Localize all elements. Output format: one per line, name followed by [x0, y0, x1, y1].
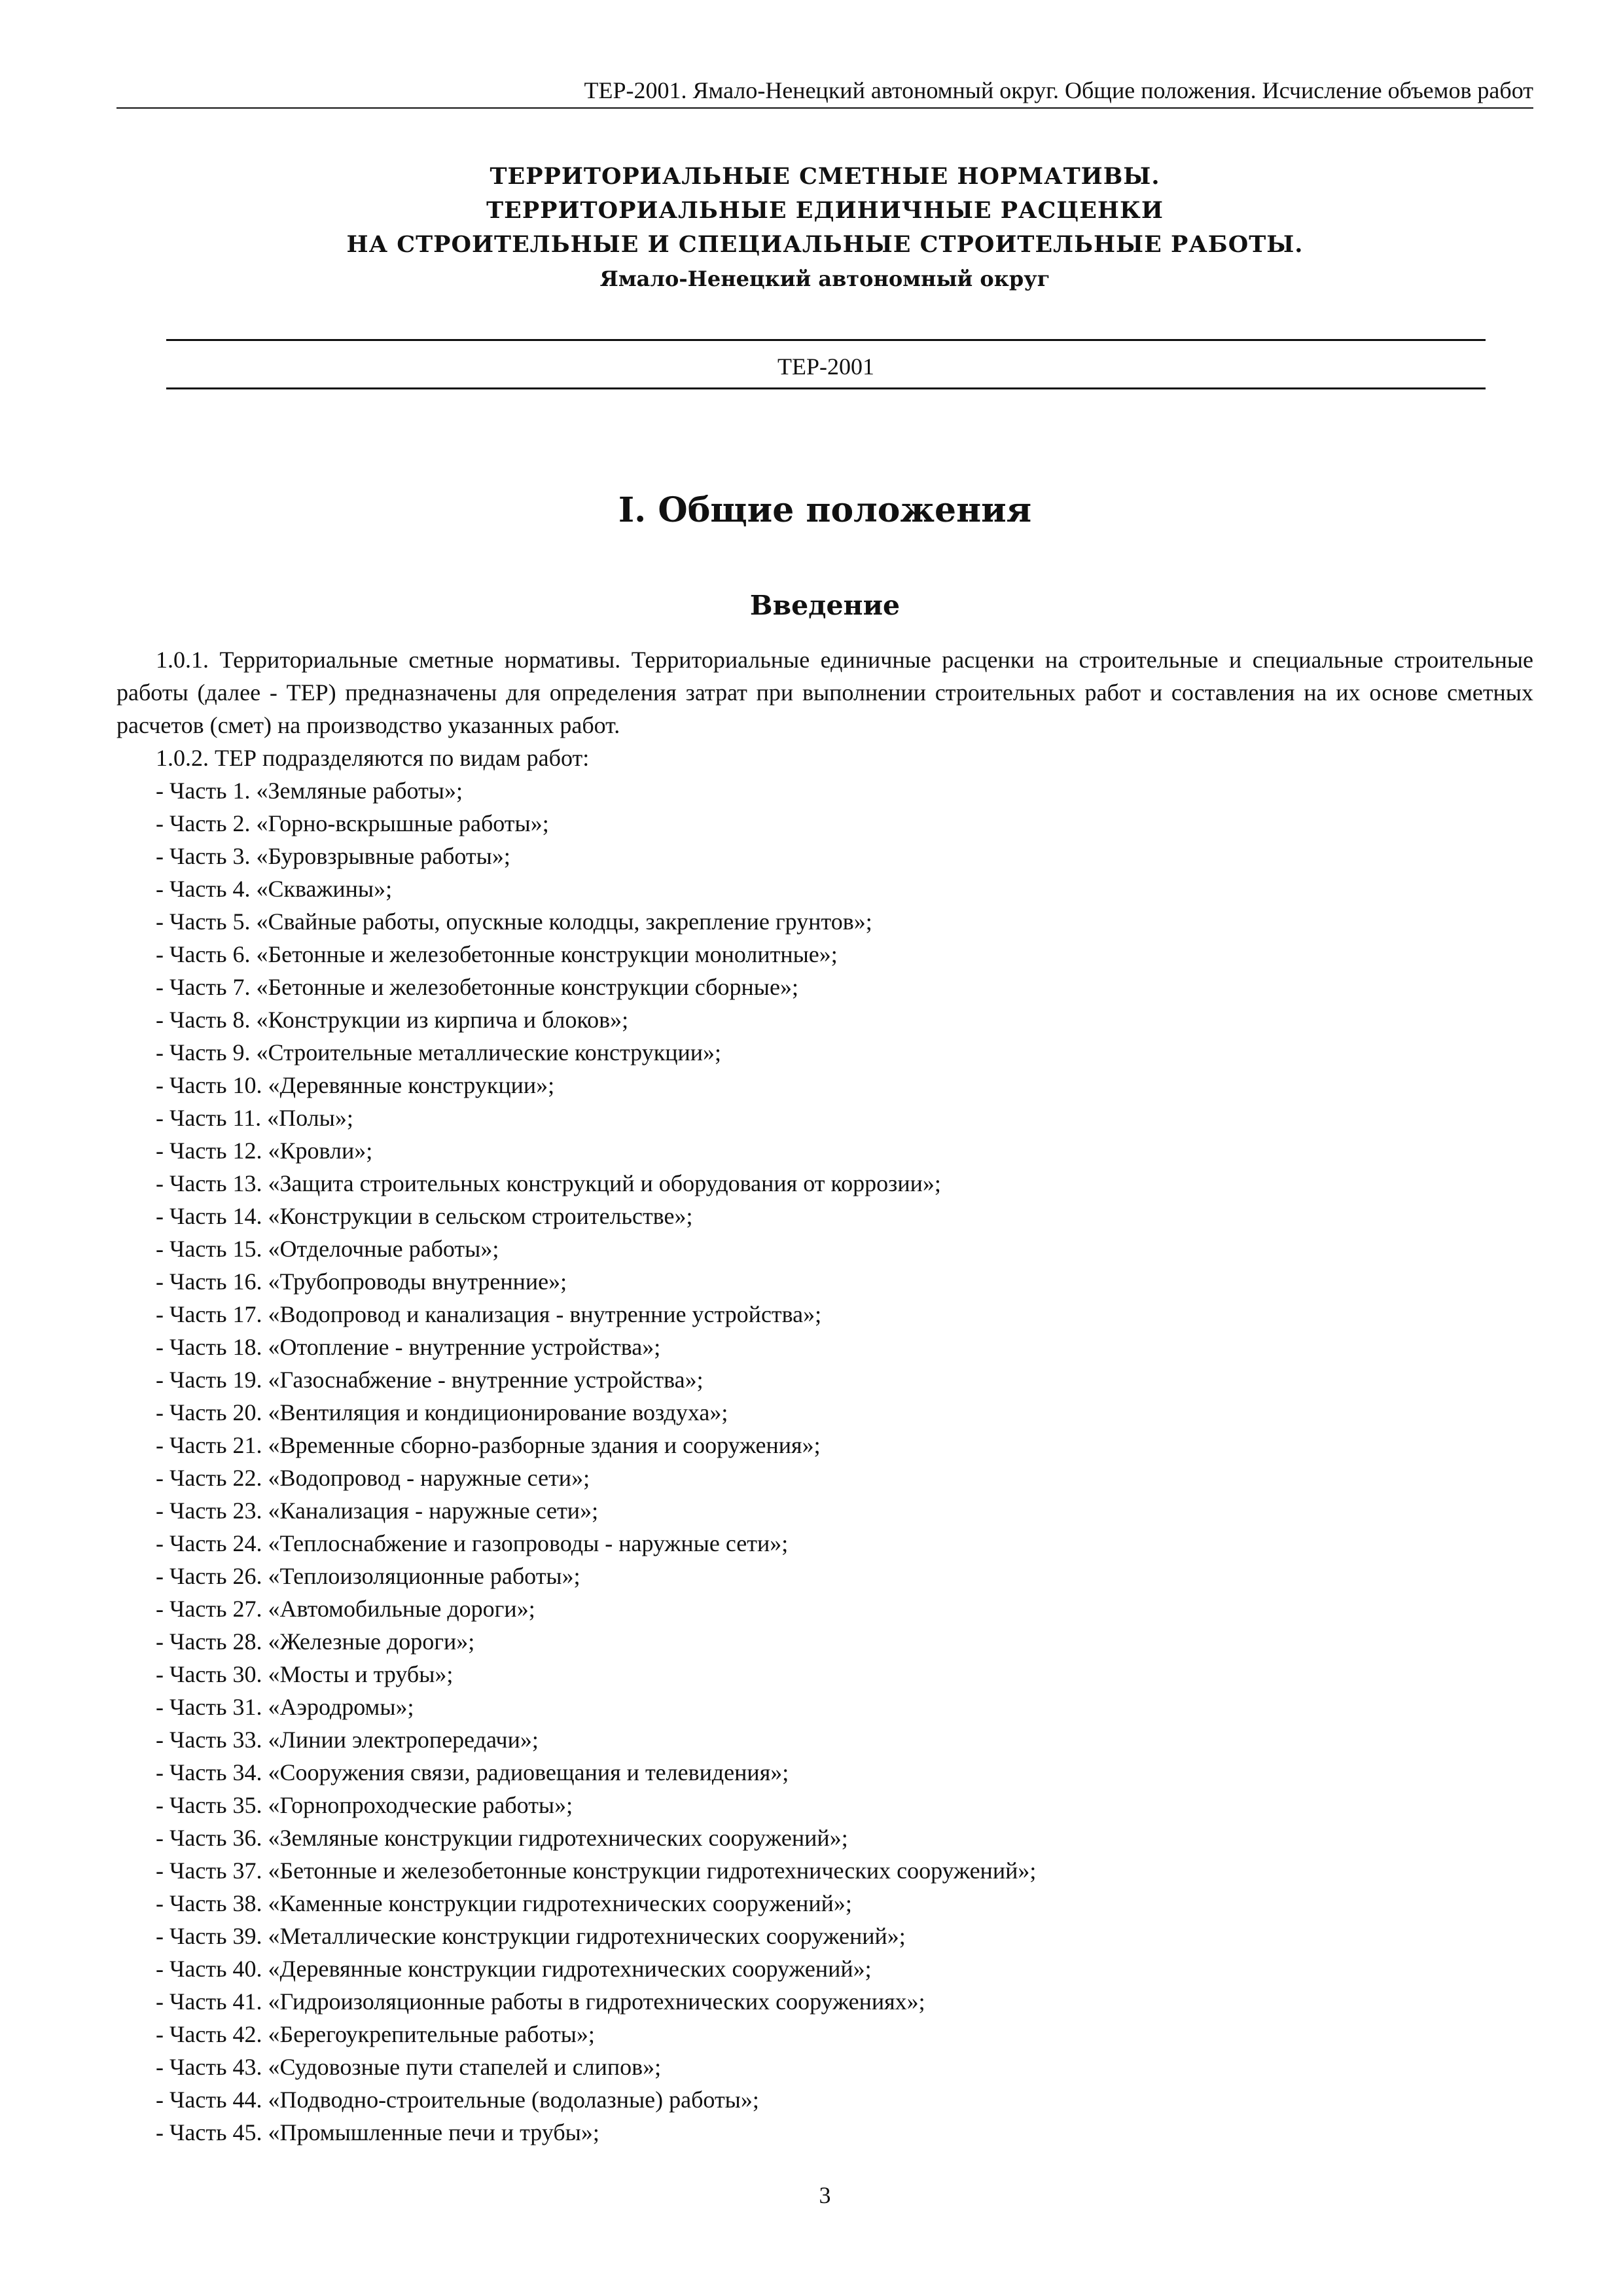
title-line-3: НА СТРОИТЕЛЬНЫЕ И СПЕЦИАЛЬНЫЕ СТРОИТЕЛЬНЫЕ РАБОТЫ.: [346, 231, 1304, 258]
list-item: - Часть 3. «Буровзрывные работы»;: [156, 843, 510, 869]
list-item: - Часть 41. «Гидроизоляционные работы в гидротехнических сооружениях»;: [156, 1988, 925, 2015]
title-region: Ямало-Ненецкий автономный округ: [599, 266, 1050, 291]
list-item: - Часть 8. «Конструкции из кирпича и блоков»;: [156, 1007, 629, 1033]
paragraph-1-0-1: 1.0.1. Территориальные сметные нормативы. Территориальные единичные расценки на строительные и специальные строительные работы (далее - ТЕР) предназначены для определения затрат при выполнении строительных работ и составления на их основе сметных расчетов (смет) на производство указанных работ.: [116, 647, 1533, 738]
paragraph-1-0-2: 1.0.2. ТЕР подразделяются по видам работ:: [156, 745, 590, 771]
list-item: - Часть 37. «Бетонные и железобетонные конструкции гидротехнических сооружений»;: [156, 1857, 1037, 1884]
list-item: - Часть 34. «Сооружения связи, радиовещания и телевидения»;: [156, 1759, 789, 1785]
list-item: - Часть 43. «Судовозные пути стапелей и слипов»;: [156, 2054, 662, 2080]
list-item: - Часть 17. «Водопровод и канализация - внутренние устройства»;: [156, 1301, 822, 1327]
list-item: - Часть 16. «Трубопроводы внутренние»;: [156, 1268, 567, 1295]
list-item: - Часть 9. «Строительные металлические конструкции»;: [156, 1039, 721, 1066]
list-item: - Часть 6. «Бетонные и железобетонные конструкции монолитные»;: [156, 941, 838, 967]
list-item: - Часть 10. «Деревянные конструкции»;: [156, 1072, 555, 1098]
list-item: - Часть 28. «Железные дороги»;: [156, 1628, 475, 1655]
list-item: - Часть 38. «Каменные конструкции гидротехнических сооружений»;: [156, 1890, 852, 1916]
list-item: - Часть 15. «Отделочные работы»;: [156, 1236, 499, 1262]
list-item: - Часть 30. «Мосты и трубы»;: [156, 1661, 454, 1687]
list-item: - Часть 7. «Бетонные и железобетонные конструкции сборные»;: [156, 974, 798, 1000]
list-item: - Часть 35. «Горнопроходческие работы»;: [156, 1792, 573, 1818]
list-item: - Часть 23. «Канализация - наружные сети»;: [156, 1498, 599, 1524]
list-item: - Часть 19. «Газоснабжение - внутренние устройства»;: [156, 1367, 704, 1393]
page-number: 3: [819, 2182, 831, 2208]
title-line-1: ТЕРРИТОРИАЛЬНЫЕ СМЕТНЫЕ НОРМАТИВЫ.: [490, 163, 1160, 190]
list-item: - Часть 40. «Деревянные конструкции гидротехнических сооружений»;: [156, 1956, 872, 1982]
title-line-2: ТЕРРИТОРИАЛЬНЫЕ ЕДИНИЧНЫЕ РАСЦЕНКИ: [486, 197, 1164, 224]
list-item: - Часть 26. «Теплоизоляционные работы»;: [156, 1563, 580, 1589]
list-item: - Часть 14. «Конструкции в сельском строительстве»;: [156, 1203, 693, 1229]
list-item: - Часть 39. «Металлические конструкции гидротехнических сооружений»;: [156, 1923, 906, 1949]
document-code: ТЕР-2001: [777, 353, 874, 380]
list-item: - Часть 2. «Горно-вскрышные работы»;: [156, 810, 549, 836]
list-item: - Часть 22. «Водопровод - наружные сети»;: [156, 1465, 590, 1491]
list-item: - Часть 11. «Полы»;: [156, 1105, 353, 1131]
parts-list: [116, 774, 1533, 2149]
list-item: - Часть 1. «Земляные работы»;: [156, 778, 463, 804]
list-item: - Часть 20. «Вентиляция и кондиционирование воздуха»;: [156, 1399, 728, 1426]
list-item: - Часть 36. «Земляные конструкции гидротехнических сооружений»;: [156, 1825, 848, 1851]
top-rule: [166, 339, 1486, 341]
list-item: - Часть 5. «Свайные работы, опускные колодцы, закрепление грунтов»;: [156, 908, 872, 935]
list-item: - Часть 4. «Скважины»;: [156, 876, 393, 902]
list-item: - Часть 44. «Подводно-строительные (водолазные) работы»;: [156, 2087, 759, 2113]
list-item: - Часть 42. «Берегоукрепительные работы»;: [156, 2021, 595, 2047]
list-item: - Часть 27. «Автомобильные дороги»;: [156, 1596, 535, 1622]
list-item: - Часть 13. «Защита строительных конструкций и оборудования от коррозии»;: [156, 1170, 941, 1196]
list-item: - Часть 12. «Кровли»;: [156, 1138, 373, 1164]
list-item: - Часть 21. «Временные сборно-разборные здания и сооружения»;: [156, 1432, 821, 1458]
running-header: ТЕР-2001. Ямало-Ненецкий автономный округ. Общие положения. Исчисление объемов работ: [116, 76, 1533, 109]
section-subtitle: Введение: [749, 590, 901, 621]
list-item: - Часть 45. «Промышленные печи и трубы»;: [156, 2119, 599, 2145]
list-item: - Часть 18. «Отопление - внутренние устройства»;: [156, 1334, 661, 1360]
section-title: I. Общие положения: [618, 490, 1032, 530]
bottom-rule: [166, 387, 1486, 389]
list-item: - Часть 24. «Теплоснабжение и газопроводы - наружные сети»;: [156, 1530, 789, 1556]
list-item: - Часть 33. «Линии электропередачи»;: [156, 1727, 539, 1753]
list-item: - Часть 31. «Аэродромы»;: [156, 1694, 414, 1720]
document-title-block: [116, 160, 1533, 296]
body-text: [116, 643, 1533, 2149]
